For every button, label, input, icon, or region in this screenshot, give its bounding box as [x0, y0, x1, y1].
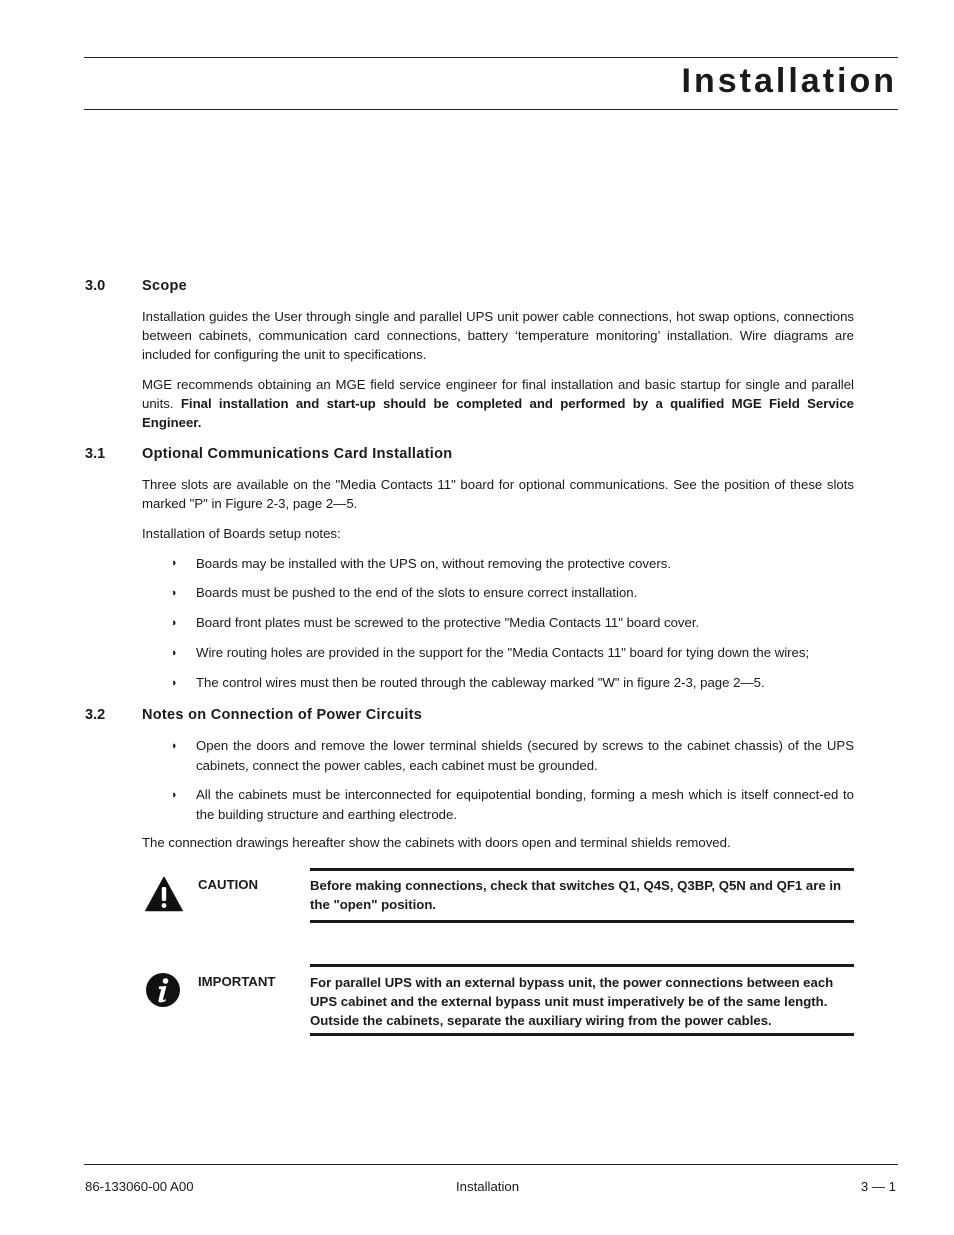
- bullet-icon: ◗: [171, 617, 178, 629]
- section-number: 3.1: [85, 446, 106, 462]
- scope-paragraph-2: [142, 375, 854, 432]
- footer-doc-number: 86-133060-00 A00: [85, 1179, 194, 1194]
- list-item: The control wires must then be routed through the cableway marked "W" in figure 2-3, page 2—5.: [196, 675, 765, 690]
- caution-text: Before making connections, check that switches Q1, Q4S, Q3BP, Q5N and QF1 are in the "open" position.: [310, 878, 842, 912]
- footer-rule: [84, 1164, 898, 1165]
- caution-label: CAUTION: [198, 877, 259, 892]
- section-title: Optional Communications Card Installation: [142, 446, 453, 462]
- footer-chapter: Installation: [456, 1179, 520, 1194]
- bullet-icon: ◗: [171, 587, 178, 599]
- closing-paragraph: The connection drawings hereafter show the cabinets with doors open and terminal shields removed.: [142, 835, 731, 850]
- list-item: Boards may be installed with the UPS on, without removing the protective covers.: [196, 556, 671, 571]
- section-number: 3.2: [85, 707, 106, 723]
- header-bottom-rule: [84, 109, 898, 110]
- scope-paragraph: Installation guides the User through single and parallel UPS unit power cable connections, hot swap options, connections between cabinets, communication card connections, battery ‘temperature monitoring’ installation. Wire diagrams are included for configuring the unit to specifications.: [142, 309, 854, 362]
- important-text: For parallel UPS with an external bypass unit, the power connections between each UPS cabinet and the external bypass unit must imperatively be of the same length. Outside the cabinets, separate the auxiliary wiring from the power cables.: [310, 975, 834, 1028]
- important-bottom-rule: [310, 1033, 854, 1036]
- cards-paragraph: Three slots are available on the "Media Contacts 11" board for optional communications. See the position of these slots marked "P" in Figure 2-3, page 2—5.: [142, 477, 854, 511]
- cards-paragraph-2: Installation of Boards setup notes:: [142, 526, 341, 541]
- important-label: IMPORTANT: [198, 974, 276, 989]
- bullet-icon: ◗: [171, 789, 178, 801]
- info-icon: [145, 972, 181, 1008]
- list-item: All the cabinets must be interconnected for equipotential bonding, forming a mesh which is itself connect-ed to the building structure and earthing electrode.: [196, 787, 854, 822]
- list-item: Wire routing holes are provided in the support for the "Media Contacts 11" board for tying down the wires;: [196, 645, 810, 660]
- important-top-rule: [310, 964, 854, 967]
- footer-page-number: 3 — 1: [860, 1179, 896, 1194]
- caution-bottom-rule: [310, 920, 854, 923]
- section-number: 3.0: [85, 278, 106, 294]
- list-item: Open the doors and remove the lower terminal shields (secured by screws to the cabinet chassis) of the UPS cabinets, connect the power cables, each cabinet must be grounded.: [196, 738, 854, 773]
- bullet-icon: ◗: [171, 677, 178, 689]
- bullet-icon: ◗: [171, 647, 178, 659]
- warning-triangle-icon: [145, 876, 183, 912]
- bullet-icon: ◗: [171, 557, 178, 569]
- list-item: Board front plates must be screwed to the protective "Media Contacts 11" board cover.: [196, 615, 700, 630]
- header-top-rule: [84, 57, 898, 58]
- scope-paragraph-2-emphasis: Final installation and start-up should be completed and performed by a qualified MGE Field Service Engineer.: [142, 396, 854, 430]
- page-title: Installation: [681, 62, 897, 100]
- scope-paragraph-2-text: MGE recommends obtaining an MGE field service engineer for final installation and basic startup for single and parallel units.: [142, 377, 854, 411]
- list-item: Boards must be pushed to the end of the slots to ensure correct installation.: [196, 585, 638, 600]
- bullet-icon: ◗: [171, 740, 178, 752]
- section-title: Notes on Connection of Power Circuits: [142, 707, 423, 723]
- caution-top-rule: [310, 868, 854, 871]
- section-title: Scope: [142, 278, 188, 294]
